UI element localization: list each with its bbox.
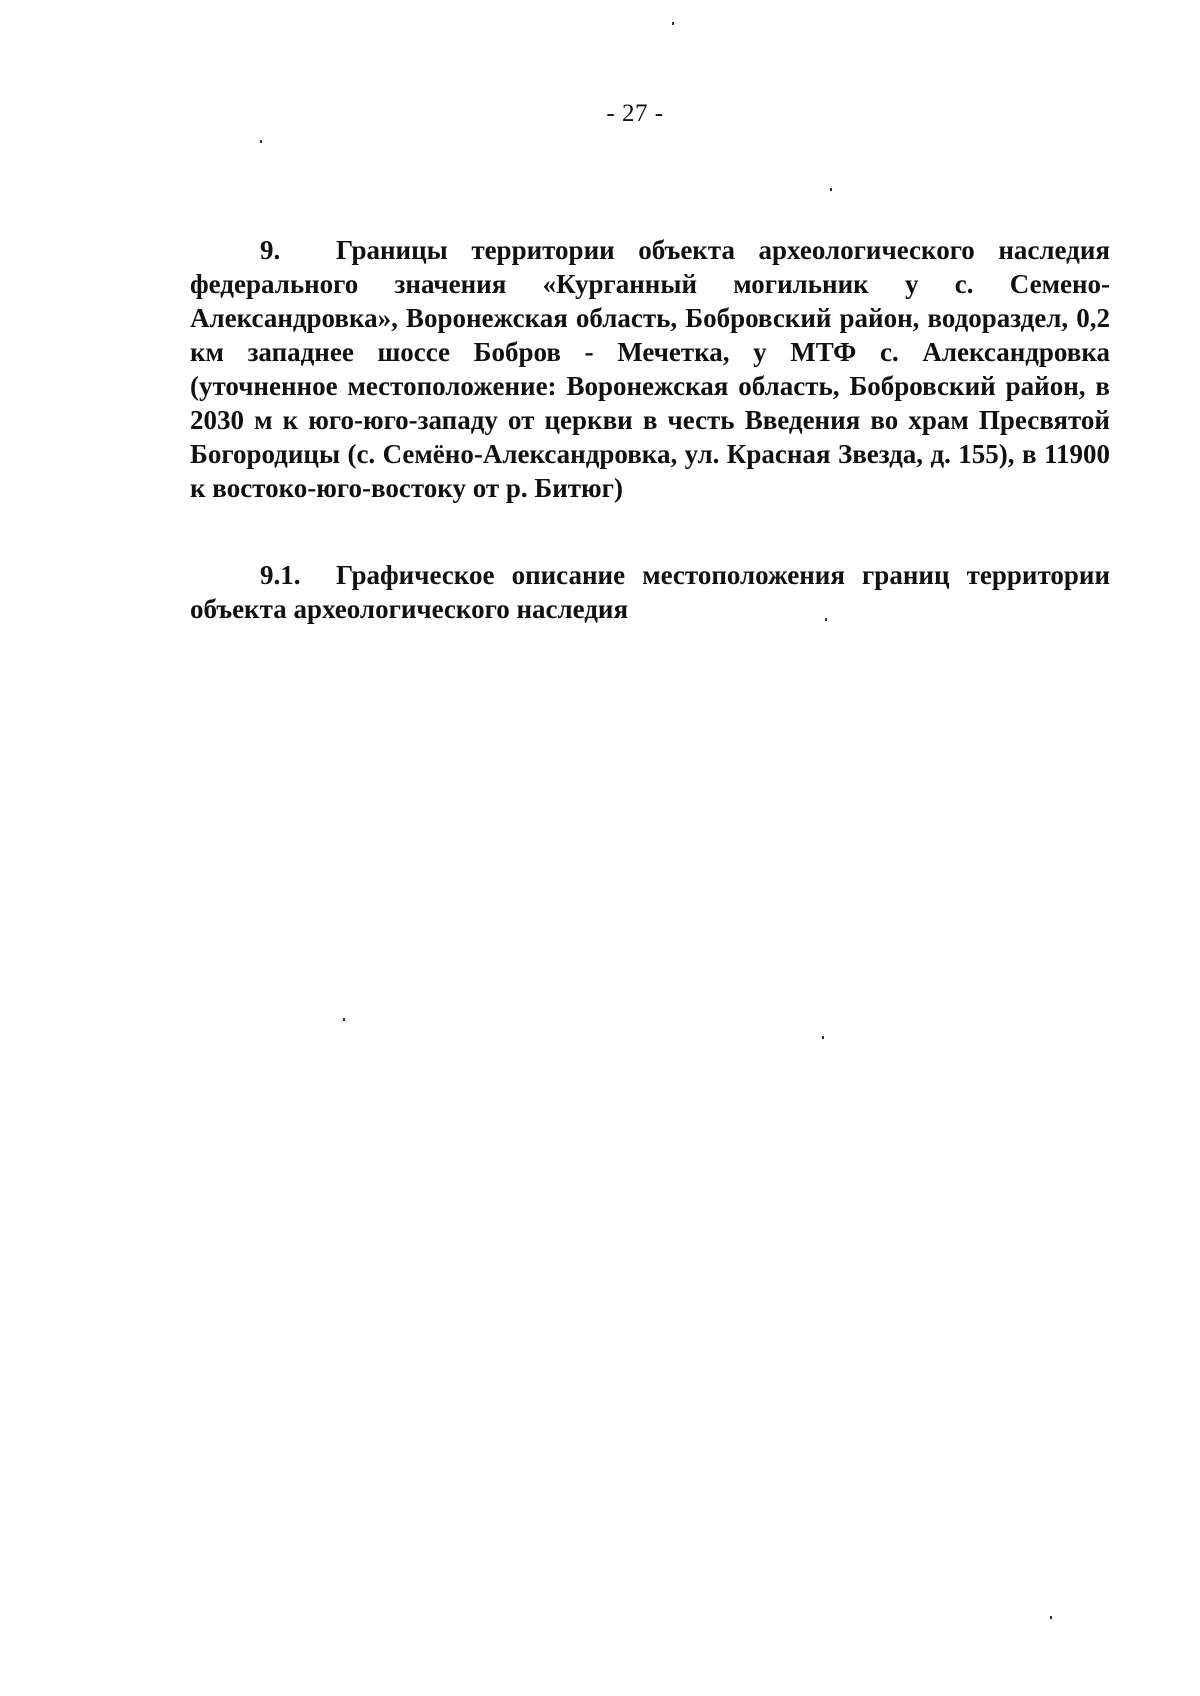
scan-speck bbox=[1050, 1616, 1052, 1619]
section-9-number: 9. bbox=[260, 235, 281, 265]
section-9-text: Границы территории объекта археологического наследия федерального значения «Курганный могильник у с. Семено-Александровка», Воронежская область, Бобровский район, водораздел, 0,2 км западнее шоссе Бобров - Мечетка, у МТФ с. Александровка (уточненное местоположение: Воронежская область, Бобровский район, в 2030 м к юго-юго-западу от церкви в честь Введения во храм Пресвятой Богородицы (с. Семёно-Александровка, ул. Красная Звезда, д. 155), в 11900 к востоко-юго-востоку от р. Битюг) bbox=[190, 235, 1110, 503]
page-number: - 27 - bbox=[606, 100, 664, 127]
section-9-1 bbox=[190, 558, 1110, 626]
scan-speck bbox=[343, 1018, 345, 1021]
scan-speck bbox=[830, 188, 832, 191]
section-9 bbox=[190, 233, 1110, 505]
scan-speck bbox=[672, 22, 674, 25]
section-9-1-number: 9.1. bbox=[260, 560, 301, 590]
scan-speck bbox=[822, 1036, 824, 1039]
scan-speck bbox=[260, 140, 262, 143]
section-9-1-text: Графическое описание местоположения границ территории объекта археологического наследия bbox=[190, 560, 1110, 624]
scan-speck bbox=[825, 618, 827, 621]
